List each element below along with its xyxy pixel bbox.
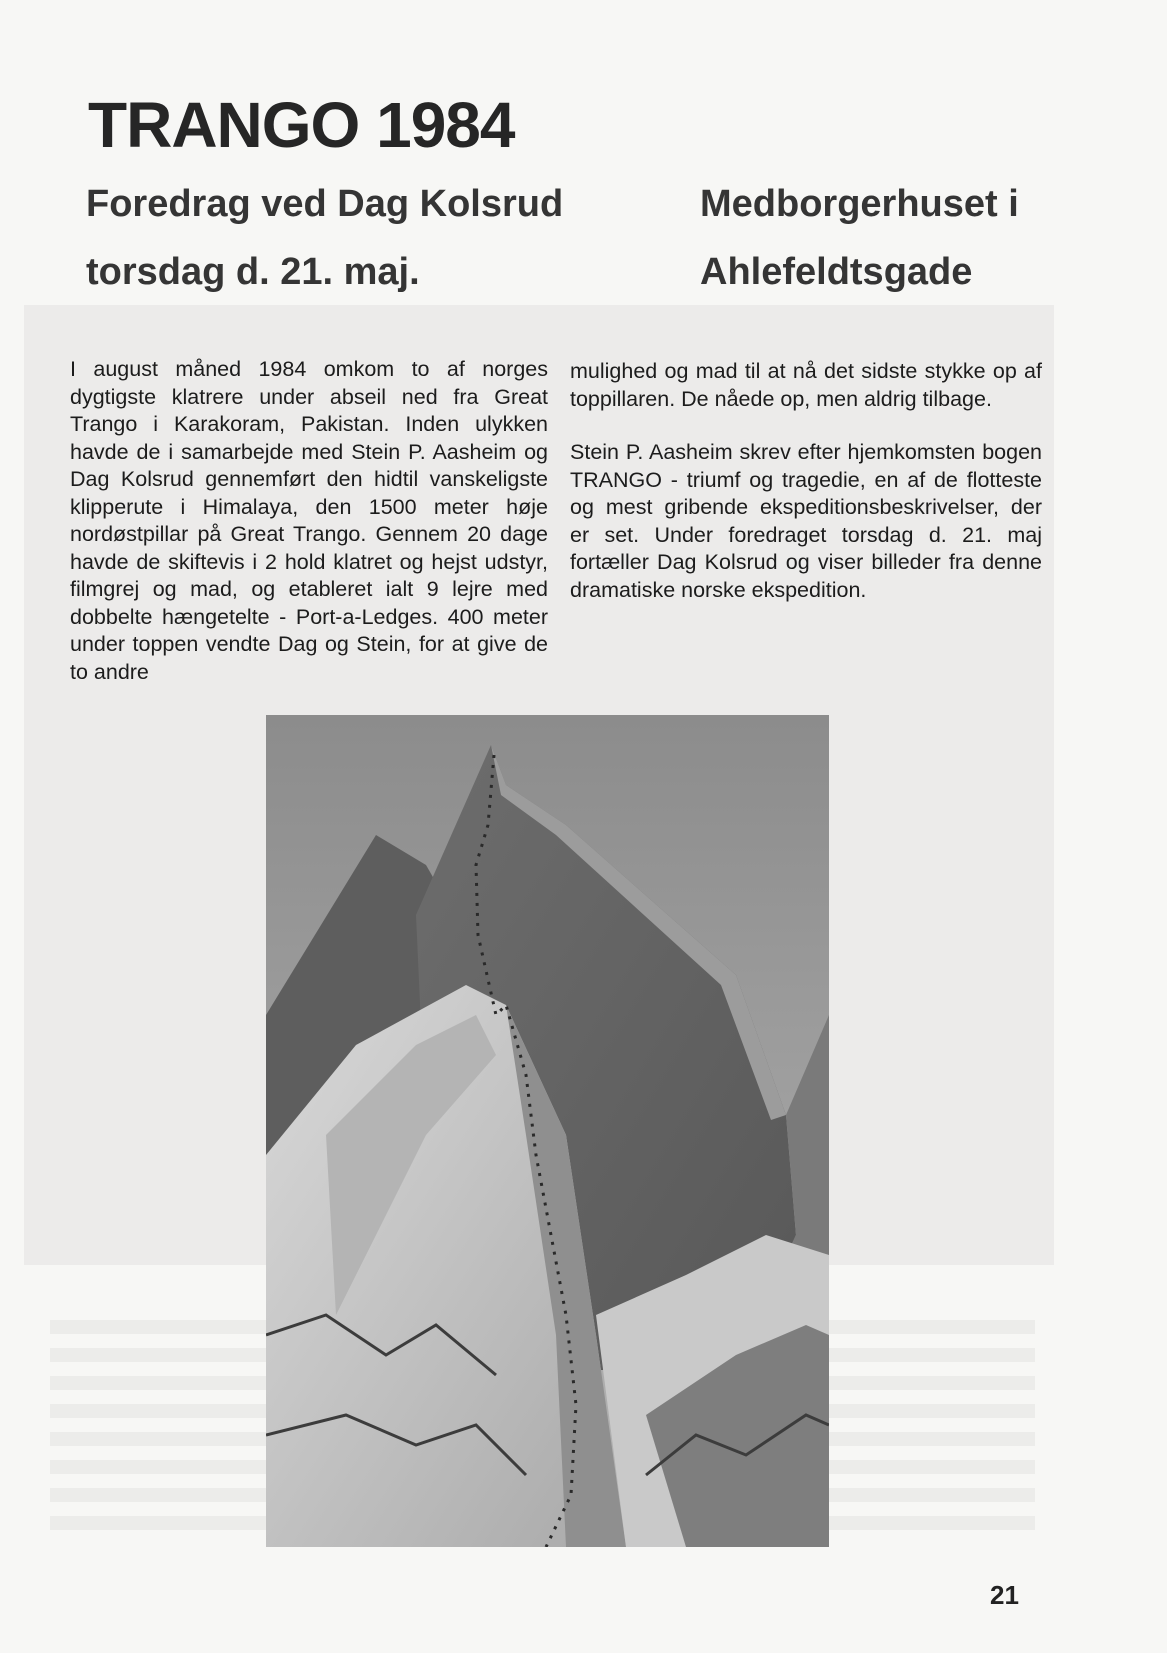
- article-paragraph: Stein P. Aasheim skrev efter hjemkomsten bogen TRANGO - triumf og tragedie, en af de flotteste og mest gribende ekspeditionsbeskrivelser, der er set. Under foredraget torsdag d. 21. maj fortæller Dag Kolsrud og viser billeder fra denne dramatiske norske ekspedition.: [570, 440, 1042, 602]
- article-column-right: [570, 358, 1042, 604]
- article-column-left: [70, 356, 548, 686]
- mountain-photo: [266, 715, 829, 1547]
- article-title: TRANGO 1984: [88, 89, 515, 161]
- venue-line: Medborgerhuset i: [700, 183, 1019, 225]
- article-paragraph: I august måned 1984 omkom to af norges dygtigste klatrere under abseil ned fra Great Trango i Karakoram, Pakistan. Inden ulykken havde de i samarbejde med Stein P. Aasheim og Dag Kolsrud gennemført den hidtil vanskeligste klipperute i Himalaya, den 1500 meter høje nordøstpillar på Great Trango. Gennem 20 dage havde de skiftevis i 2 hold klatret og hejst udstyr, filmgrej og mad, og etableret ialt 9 lejre med dobbelte hængetelte - Port-a-Ledges. 400 meter under toppen vendte Dag og Stein, for at give de to andre: [70, 357, 548, 684]
- subtitle-line: torsdag d. 21. maj.: [86, 251, 420, 293]
- event-subtitle-left: [86, 170, 563, 306]
- great-trango-illustration: [266, 715, 829, 1547]
- article-paragraph: mulighed og mad til at nå det sidste stykke op af toppillaren. De nåede op, men aldrig tilbage.: [570, 359, 1042, 411]
- venue-line: Ahlefeldtsgade: [700, 251, 973, 293]
- subtitle-line: Foredrag ved Dag Kolsrud: [86, 183, 564, 225]
- event-venue-right: [700, 170, 1019, 306]
- page-number: 21: [990, 1580, 1019, 1610]
